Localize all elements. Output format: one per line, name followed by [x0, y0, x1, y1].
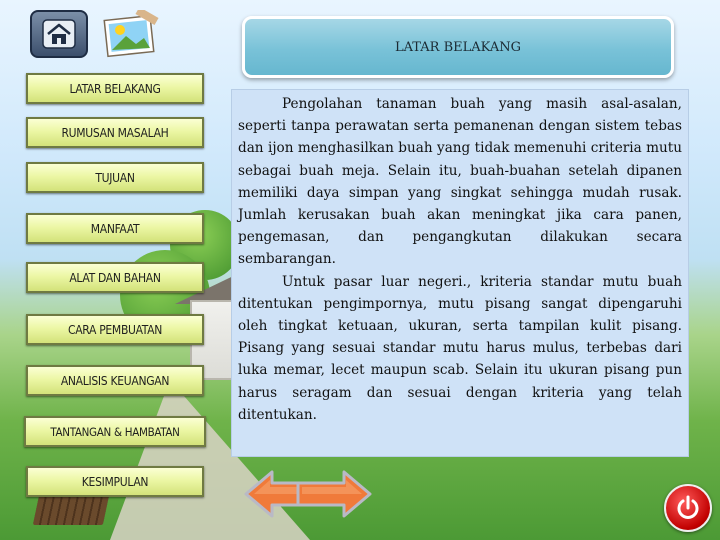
power-button[interactable]: [664, 484, 712, 532]
content-paragraph-1: Pengolahan tanaman buah yang masih asal-asalan, seperti tanpa perawatan serta pemanenan dengan sistem tebas dan ijon menghasilkan buah yang tidak memenuhi criteria mutu sebagai buah meja. Selain itu, buah-buahan setelah dipanen memiliki daya simpan yang singkat sehingga mudah rusak. Jumlah kerusakan buah akan meningkat jika cara panen, pengemasan, dan pengangkutan dilakukan secara sembarangan.: [238, 96, 682, 268]
home-icon: [42, 19, 76, 49]
section-title-banner: [242, 16, 674, 78]
menu-item-latar-belakang[interactable]: LATAR BELAKANG: [26, 73, 204, 104]
next-button[interactable]: [296, 470, 372, 518]
menu-item-manfaat[interactable]: MANFAAT: [26, 213, 204, 244]
photo-button[interactable]: [100, 10, 162, 60]
content-text: [238, 93, 682, 426]
content-paragraph-2: Untuk pasar luar negeri., kriteria standar mutu buah ditentukan pengimpornya, mutu pisang sangat dipengaruhi oleh tingkat ketuaan, ukuran, serta tampilan kulit pisang. Pisang yang sesuai standar mutu harus mulus, terbebas dari luka memar, lecet maupun scab. Selain itu ukuran pisang pun harus seragam dan sesuai dengan kriteria yang telah ditentukan.: [238, 273, 682, 423]
background-bench: [33, 495, 109, 525]
section-title: LATAR BELAKANG: [395, 39, 521, 55]
content-panel: [232, 90, 688, 456]
menu-item-alat-dan-bahan[interactable]: ALAT DAN BAHAN: [26, 262, 204, 293]
menu-item-kesimpulan[interactable]: KESIMPULAN: [26, 466, 204, 497]
menu-item-analisis-keuangan[interactable]: ANALISIS KEUANGAN: [26, 365, 204, 396]
arrow-right-icon: [296, 470, 372, 518]
menu-item-cara-pembuatan[interactable]: CARA PEMBUATAN: [26, 314, 204, 345]
menu-item-tujuan[interactable]: TUJUAN: [26, 162, 204, 193]
power-icon: [675, 495, 701, 521]
menu-item-tantangan-hambatan[interactable]: TANTANGAN & HAMBATAN: [24, 416, 206, 447]
menu-item-rumusan-masalah[interactable]: RUMUSAN MASALAH: [26, 117, 204, 148]
home-button[interactable]: [30, 10, 88, 58]
photo-icon: [100, 10, 162, 60]
